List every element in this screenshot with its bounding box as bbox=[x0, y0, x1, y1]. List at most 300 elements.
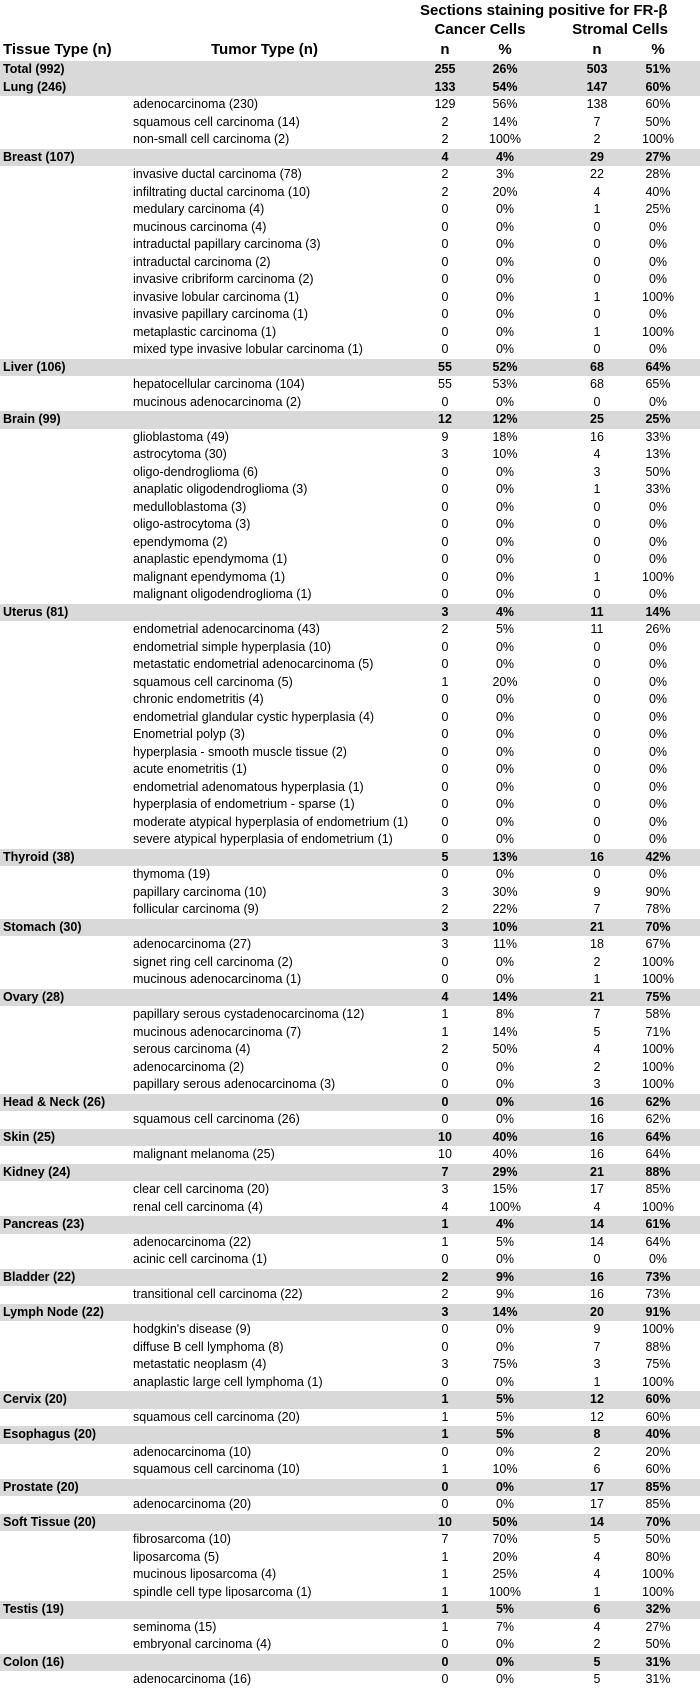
stromal-n-cell: 1 bbox=[593, 972, 601, 986]
tumor-type-cell: anaplatic oligodendroglioma (3) bbox=[133, 482, 308, 496]
cancer-n-cell: 0 bbox=[441, 1339, 449, 1354]
stromal-n-cell: 7 bbox=[593, 114, 601, 129]
tumor-row bbox=[0, 761, 700, 779]
tumor-type-cell: seminoma (15) bbox=[133, 1619, 217, 1634]
tumor-type-cell: embryonal carcinoma (4) bbox=[133, 1637, 272, 1651]
cancer-n-cell: 10 bbox=[438, 1129, 452, 1144]
tumor-row bbox=[0, 341, 700, 359]
stromal-n-cell: 21 bbox=[590, 1164, 604, 1179]
cancer-n-cell: 0 bbox=[441, 1077, 449, 1091]
tumor-type-cell: glioblastoma (49) bbox=[133, 429, 229, 444]
cancer-n-cell: 1 bbox=[441, 1007, 449, 1021]
stromal-n-header: n bbox=[592, 41, 602, 58]
cancer-pct-cell: 0% bbox=[495, 832, 515, 846]
cancer-pct-cell: 13% bbox=[492, 849, 518, 864]
stromal-n-cell: 147 bbox=[586, 79, 608, 94]
tumor-type-cell: papillary serous adenocarcinoma (3) bbox=[133, 1077, 336, 1091]
tumor-row bbox=[0, 1356, 700, 1374]
tumor-row bbox=[0, 1146, 700, 1164]
tissue-row bbox=[0, 1304, 700, 1322]
cancer-n-cell: 3 bbox=[441, 447, 449, 461]
tumor-row bbox=[0, 1076, 700, 1094]
stromal-pct-cell: 28% bbox=[645, 167, 671, 181]
stromal-pct-cell: 78% bbox=[645, 902, 671, 916]
cancer-n-cell: 55 bbox=[438, 359, 452, 374]
tumor-row bbox=[0, 971, 700, 989]
stromal-pct-cell: 85% bbox=[645, 1182, 671, 1196]
stromal-pct-cell: 100% bbox=[642, 132, 674, 146]
tumor-row bbox=[0, 324, 700, 342]
tumor-type-cell: adenocarcinoma (16) bbox=[133, 1672, 252, 1686]
stromal-pct-cell: 91% bbox=[645, 1304, 671, 1319]
tumor-row bbox=[0, 1024, 700, 1042]
stromal-pct-cell: 32% bbox=[645, 1602, 671, 1616]
cancer-n-cell: 0 bbox=[441, 779, 449, 794]
cancer-pct-cell: 0% bbox=[495, 709, 515, 724]
cancer-n-cell: 2 bbox=[441, 902, 449, 916]
tissue-type-cell: Bladder (22) bbox=[3, 1269, 76, 1284]
cancer-n-cell: 12 bbox=[438, 412, 452, 426]
cancer-n-cell: 0 bbox=[441, 1112, 449, 1126]
stromal-n-cell: 7 bbox=[593, 1339, 601, 1354]
cancer-pct-cell: 0% bbox=[495, 1444, 515, 1459]
cancer-n-cell: 3 bbox=[441, 1182, 449, 1196]
stromal-n-cell: 0 bbox=[593, 709, 601, 724]
stromal-n-cell: 16 bbox=[590, 1112, 604, 1126]
cancer-pct-cell: 5% bbox=[495, 1234, 515, 1249]
cancer-n-cell: 0 bbox=[441, 814, 449, 829]
stromal-n-cell: 3 bbox=[593, 1357, 601, 1371]
cancer-pct-cell: 4% bbox=[495, 604, 515, 619]
cancer-n-cell: 1 bbox=[441, 1392, 449, 1406]
cancer-pct-cell: 40% bbox=[492, 1129, 518, 1144]
stromal-pct-cell: 20% bbox=[645, 1444, 671, 1459]
tumor-type-cell: malignant oligodendroglioma (1) bbox=[133, 587, 312, 601]
stromal-pct-cell: 31% bbox=[645, 1654, 671, 1669]
tumor-type-cell: endometrial simple hyperplasia (10) bbox=[133, 639, 332, 654]
cancer-pct-cell: 0% bbox=[495, 517, 515, 531]
tumor-row bbox=[0, 1111, 700, 1129]
cancer-n-cell: 0 bbox=[441, 1374, 449, 1389]
tumor-type-cell: hyperplasia - smooth muscle tissue (2) bbox=[133, 744, 347, 759]
cancer-n-cell: 0 bbox=[441, 727, 449, 741]
cancer-n-cell: 2 bbox=[441, 1287, 449, 1301]
cancer-pct-cell: 0% bbox=[495, 1654, 515, 1669]
tumor-row bbox=[0, 901, 700, 919]
tissue-type-cell: Uterus (81) bbox=[3, 604, 69, 619]
cancer-pct-cell: 53% bbox=[492, 377, 518, 391]
stromal-n-cell: 20 bbox=[590, 1304, 604, 1319]
tissue-row bbox=[0, 1514, 700, 1532]
tumor-row bbox=[0, 1181, 700, 1199]
stromal-pct-cell: 0% bbox=[648, 394, 668, 409]
cancer-pct-cell: 70% bbox=[492, 1532, 518, 1546]
tumor-type-cell: mixed type invasive lobular carcinoma (1) bbox=[133, 342, 363, 356]
cancer-pct-cell: 0% bbox=[495, 1672, 515, 1686]
tissue-row bbox=[0, 1426, 700, 1444]
stromal-pct-cell: 100% bbox=[642, 1322, 674, 1336]
stromal-n-cell: 9 bbox=[593, 1322, 601, 1336]
cancer-n-cell: 0 bbox=[441, 272, 449, 286]
cancer-pct-cell: 0% bbox=[495, 1252, 515, 1266]
cancer-pct-cell: 0% bbox=[495, 307, 515, 321]
tumor-row bbox=[0, 1549, 700, 1567]
tumor-row bbox=[0, 184, 700, 202]
tumor-row bbox=[0, 1251, 700, 1269]
cancer-pct-cell: 0% bbox=[495, 482, 515, 496]
cancer-n-cell: 0 bbox=[441, 692, 449, 706]
cancer-n-cell: 2 bbox=[441, 622, 449, 636]
cancer-pct-cell: 0% bbox=[495, 499, 515, 514]
tumor-type-cell: malignant melanoma (25) bbox=[133, 1147, 275, 1161]
cancer-pct-cell: 100% bbox=[489, 1199, 521, 1214]
tumor-row bbox=[0, 814, 700, 832]
cancer-pct-cell: 40% bbox=[492, 1147, 518, 1161]
stromal-pct-cell: 60% bbox=[645, 97, 671, 111]
stromal-pct-cell: 40% bbox=[645, 184, 671, 199]
cancer-n-cell: 0 bbox=[441, 1479, 449, 1494]
stromal-n-cell: 0 bbox=[593, 219, 601, 234]
stromal-pct-cell: 42% bbox=[645, 849, 671, 864]
stromal-n-cell: 1 bbox=[593, 482, 601, 496]
cancer-pct-cell: 10% bbox=[492, 447, 518, 461]
tumor-row bbox=[0, 796, 700, 814]
tumor-type-cell: adenocarcinoma (10) bbox=[133, 1444, 252, 1459]
tumor-row bbox=[0, 254, 700, 272]
stromal-pct-cell: 0% bbox=[648, 307, 668, 321]
stromal-pct-cell: 0% bbox=[648, 674, 668, 689]
cancer-pct-cell: 0% bbox=[495, 814, 515, 829]
stromal-pct-cell: 50% bbox=[645, 114, 671, 129]
stromal-n-cell: 16 bbox=[590, 849, 604, 864]
cancer-pct-cell: 0% bbox=[495, 1077, 515, 1091]
stromal-n-cell: 16 bbox=[590, 1287, 604, 1301]
stromal-n-cell: 0 bbox=[593, 534, 601, 549]
stromal-n-cell: 4 bbox=[593, 1042, 601, 1056]
stromal-pct-cell: 0% bbox=[648, 639, 668, 654]
stromal-n-cell: 0 bbox=[593, 552, 601, 566]
stromal-pct-cell: 0% bbox=[648, 552, 668, 566]
cancer-pct-cell: 0% bbox=[495, 324, 515, 339]
tumor-type-cell: adenocarcinoma (20) bbox=[133, 1497, 252, 1511]
cancer-pct-cell: 10% bbox=[492, 919, 518, 934]
stromal-n-cell: 0 bbox=[593, 342, 601, 356]
stromal-n-cell: 16 bbox=[590, 1147, 604, 1161]
cancer-pct-cell: 100% bbox=[489, 132, 521, 146]
tumor-type-cell: anaplastic ependymoma (1) bbox=[133, 552, 288, 566]
cancer-pct-cell: 0% bbox=[495, 272, 515, 286]
stromal-n-cell: 1 bbox=[593, 289, 601, 304]
cancer-pct-cell: 0% bbox=[495, 972, 515, 986]
tumor-type-cell: severe atypical hyperplasia of endometrium (1) bbox=[133, 832, 393, 846]
stromal-n-cell: 17 bbox=[590, 1497, 604, 1511]
tumor-type-cell: mucinous liposarcoma (4) bbox=[133, 1567, 277, 1581]
stromal-n-cell: 4 bbox=[593, 1567, 601, 1581]
stromal-n-cell: 2 bbox=[593, 132, 601, 146]
stromal-n-cell: 5 bbox=[593, 1672, 601, 1686]
stromal-pct-cell: 14% bbox=[645, 604, 671, 619]
cancer-pct-cell: 0% bbox=[495, 552, 515, 566]
stromal-pct-cell: 85% bbox=[645, 1497, 671, 1511]
cancer-n-cell: 0 bbox=[441, 587, 449, 601]
cancer-pct-cell: 0% bbox=[495, 779, 515, 794]
tumor-row bbox=[0, 516, 700, 534]
cancer-n-cell: 0 bbox=[441, 464, 449, 479]
stromal-pct-cell: 27% bbox=[645, 1619, 671, 1634]
tissue-row bbox=[0, 604, 700, 622]
stromal-n-cell: 14 bbox=[590, 1217, 604, 1231]
cancer-pct-cell: 56% bbox=[492, 97, 518, 111]
stromal-n-cell: 9 bbox=[593, 884, 601, 899]
stromal-n-cell: 8 bbox=[593, 1427, 601, 1441]
cancer-pct-cell: 54% bbox=[492, 79, 518, 94]
cancer-pct-cell: 100% bbox=[489, 1584, 521, 1599]
stromal-pct-cell: 0% bbox=[648, 587, 668, 601]
tumor-row bbox=[0, 1234, 700, 1252]
cancer-n-cell: 0 bbox=[441, 954, 449, 969]
tissue-type-cell: Liver (106) bbox=[3, 359, 66, 374]
cancer-n-cell: 0 bbox=[441, 342, 449, 356]
cancer-n-cell: 0 bbox=[441, 744, 449, 759]
cancer-n-cell: 1 bbox=[441, 1427, 449, 1441]
tumor-type-cell: infiltrating ductal carcinoma (10) bbox=[133, 184, 311, 199]
stromal-pct-cell: 70% bbox=[645, 919, 671, 934]
cancer-n-header: n bbox=[440, 41, 450, 58]
stromal-n-cell: 16 bbox=[590, 429, 604, 444]
cancer-n-cell: 0 bbox=[441, 639, 449, 654]
stromal-n-cell: 68 bbox=[590, 359, 604, 374]
tumor-row bbox=[0, 1531, 700, 1549]
cancer-n-cell: 0 bbox=[441, 307, 449, 321]
tumor-row bbox=[0, 1496, 700, 1514]
tumor-type-cell: intraductal papillary carcinoma (3) bbox=[133, 237, 321, 251]
cancer-pct-cell: 50% bbox=[492, 1514, 518, 1529]
stromal-n-cell: 11 bbox=[590, 622, 604, 636]
stromal-pct-cell: 0% bbox=[648, 272, 668, 286]
tissue-type-cell: Prostate (20) bbox=[3, 1479, 79, 1494]
stromal-pct-cell: 85% bbox=[645, 1479, 671, 1494]
stromal-n-cell: 7 bbox=[593, 1007, 601, 1021]
tumor-type-cell: mucinous adenocarcinoma (1) bbox=[133, 972, 302, 986]
cancer-n-cell: 1 bbox=[441, 1462, 449, 1476]
tumor-row bbox=[0, 114, 700, 132]
cancer-n-cell: 0 bbox=[441, 657, 449, 671]
cancer-pct-cell: 14% bbox=[492, 1024, 518, 1039]
stromal-pct-cell: 50% bbox=[645, 1532, 671, 1546]
tissue-type-cell: Breast (107) bbox=[3, 149, 75, 164]
tumor-row bbox=[0, 884, 700, 902]
cancer-pct-cell: 0% bbox=[495, 219, 515, 234]
tumor-row bbox=[0, 429, 700, 447]
cancer-pct-cell: 0% bbox=[495, 639, 515, 654]
cancer-pct-cell: 0% bbox=[495, 1339, 515, 1354]
stromal-pct-cell: 0% bbox=[648, 727, 668, 741]
tumor-type-cell: medulary carcinoma (4) bbox=[133, 202, 265, 216]
cancer-pct-cell: 0% bbox=[495, 1637, 515, 1651]
stromal-n-cell: 17 bbox=[590, 1182, 604, 1196]
cancer-n-cell: 7 bbox=[441, 1532, 449, 1546]
stromal-n-cell: 0 bbox=[593, 692, 601, 706]
cancer-n-cell: 3 bbox=[441, 1357, 449, 1371]
stromal-n-cell: 2 bbox=[593, 1444, 601, 1459]
tumor-row bbox=[0, 744, 700, 762]
cancer-pct-cell: 0% bbox=[495, 464, 515, 479]
tumor-type-cell: follicular carcinoma (9) bbox=[133, 902, 259, 916]
cancer-pct-cell: 0% bbox=[495, 202, 515, 216]
stromal-n-cell: 12 bbox=[590, 1392, 604, 1406]
tissue-type-cell: Kidney (24) bbox=[3, 1164, 71, 1179]
tumor-type-cell: thymoma (19) bbox=[133, 867, 211, 881]
cancer-pct-cell: 0% bbox=[495, 1374, 515, 1389]
tumor-type-cell: squamous cell carcinoma (5) bbox=[133, 674, 293, 689]
stromal-n-cell: 25 bbox=[590, 412, 604, 426]
tissue-row bbox=[0, 1391, 700, 1409]
cancer-pct-cell: 0% bbox=[495, 727, 515, 741]
cancer-pct-cell: 0% bbox=[495, 289, 515, 304]
stromal-cells-header: Stromal Cells bbox=[572, 21, 668, 38]
tumor-type-cell: transitional cell carcinoma (22) bbox=[133, 1287, 303, 1301]
cancer-pct-cell: 4% bbox=[495, 1217, 515, 1231]
cancer-n-cell: 0 bbox=[441, 1322, 449, 1336]
stromal-n-cell: 0 bbox=[593, 762, 601, 776]
stromal-n-cell: 22 bbox=[590, 167, 604, 181]
tumor-row bbox=[0, 656, 700, 674]
stromal-pct-cell: 64% bbox=[645, 1129, 671, 1144]
cancer-pct-cell: 0% bbox=[495, 534, 515, 549]
tumor-type-cell: intraductal carcinoma (2) bbox=[133, 254, 271, 269]
tumor-row bbox=[0, 499, 700, 517]
cancer-pct-cell: 0% bbox=[495, 254, 515, 269]
stromal-n-cell: 17 bbox=[590, 1479, 604, 1494]
stromal-n-cell: 0 bbox=[593, 867, 601, 881]
tumor-type-cell: fibrosarcoma (10) bbox=[133, 1532, 231, 1546]
stromal-n-cell: 14 bbox=[590, 1514, 604, 1529]
stromal-n-cell: 0 bbox=[593, 587, 601, 601]
stromal-pct-cell: 90% bbox=[645, 884, 671, 899]
cancer-pct-cell: 0% bbox=[495, 1059, 515, 1074]
cancer-pct-cell: 0% bbox=[495, 657, 515, 671]
cancer-n-cell: 4 bbox=[441, 1199, 449, 1214]
tissue-row bbox=[0, 1601, 700, 1619]
cancer-n-cell: 1 bbox=[441, 1217, 449, 1231]
tumor-row bbox=[0, 1584, 700, 1602]
cancer-pct-cell: 0% bbox=[495, 394, 515, 409]
stromal-n-cell: 5 bbox=[593, 1532, 601, 1546]
tumor-row bbox=[0, 131, 700, 149]
stromal-n-cell: 0 bbox=[593, 272, 601, 286]
tumor-row bbox=[0, 219, 700, 237]
tissue-type-cell: Testis (19) bbox=[3, 1602, 64, 1616]
tumor-row bbox=[0, 1374, 700, 1392]
stromal-pct-cell: 73% bbox=[645, 1269, 671, 1284]
stromal-pct-cell: 0% bbox=[648, 237, 668, 251]
tumor-type-cell: adenocarcinoma (230) bbox=[133, 97, 259, 111]
cancer-n-cell: 0 bbox=[441, 1672, 449, 1686]
stromal-pct-cell: 75% bbox=[645, 1357, 671, 1371]
cancer-n-cell: 1 bbox=[441, 1024, 449, 1039]
tumor-type-cell: adenocarcinoma (22) bbox=[133, 1234, 252, 1249]
tumor-row bbox=[0, 691, 700, 709]
tissue-row bbox=[0, 149, 700, 167]
stromal-pct-cell: 71% bbox=[645, 1024, 671, 1039]
stromal-n-cell: 0 bbox=[593, 394, 601, 409]
tumor-row bbox=[0, 639, 700, 657]
stromal-n-cell: 68 bbox=[590, 377, 604, 391]
tumor-type-cell: hodgkin's disease (9) bbox=[133, 1322, 251, 1336]
tissue-row bbox=[0, 1129, 700, 1147]
cancer-pct-cell: 0% bbox=[495, 1322, 515, 1336]
cancer-pct-cell: 14% bbox=[492, 989, 518, 1004]
cancer-pct-cell: 25% bbox=[492, 1567, 518, 1581]
tissue-type-cell: Stomach (30) bbox=[3, 919, 82, 934]
stromal-n-cell: 5 bbox=[593, 1654, 601, 1669]
stromal-n-cell: 6 bbox=[593, 1462, 601, 1476]
cancer-n-cell: 2 bbox=[441, 132, 449, 146]
cancer-n-cell: 1 bbox=[441, 1584, 449, 1599]
stromal-n-cell: 2 bbox=[593, 1059, 601, 1074]
stromal-pct-cell: 0% bbox=[648, 657, 668, 671]
cancer-n-cell: 0 bbox=[441, 499, 449, 514]
cancer-pct-cell: 0% bbox=[495, 692, 515, 706]
stromal-n-cell: 4 bbox=[593, 1199, 601, 1214]
tumor-row bbox=[0, 481, 700, 499]
tissue-row bbox=[0, 359, 700, 377]
cancer-n-cell: 0 bbox=[441, 762, 449, 776]
cancer-pct-cell: 5% bbox=[495, 1602, 515, 1616]
cancer-pct-cell: 20% bbox=[492, 184, 518, 199]
tumor-type-cell: squamous cell carcinoma (26) bbox=[133, 1112, 300, 1126]
tumor-type-cell: acute enometritis (1) bbox=[133, 762, 247, 776]
tumor-type-cell: mucinous adenocarcinoma (2) bbox=[133, 394, 302, 409]
stromal-pct-cell: 60% bbox=[645, 1462, 671, 1476]
cancer-n-cell: 3 bbox=[441, 1304, 449, 1319]
tumor-row bbox=[0, 166, 700, 184]
cancer-n-cell: 3 bbox=[441, 884, 449, 899]
cancer-n-cell: 2 bbox=[441, 1269, 449, 1284]
stromal-n-cell: 0 bbox=[593, 657, 601, 671]
stromal-pct-cell: 0% bbox=[648, 709, 668, 724]
stromal-n-cell: 11 bbox=[590, 604, 604, 619]
cancer-pct-cell: 11% bbox=[492, 937, 518, 951]
stromal-pct-cell: 60% bbox=[645, 1392, 671, 1406]
tumor-type-cell: squamous cell carcinoma (14) bbox=[133, 114, 300, 129]
tumor-row bbox=[0, 1671, 700, 1689]
cancer-pct-cell: 15% bbox=[492, 1182, 518, 1196]
tissue-row bbox=[0, 1164, 700, 1182]
tumor-type-cell: chronic endometritis (4) bbox=[133, 692, 264, 706]
tissue-type-cell: Total (992) bbox=[3, 62, 65, 76]
tumor-type-cell: renal cell carcinoma (4) bbox=[133, 1199, 263, 1214]
cancer-pct-cell: 26% bbox=[492, 62, 518, 76]
cancer-pct-cell: 5% bbox=[495, 1427, 515, 1441]
cancer-n-cell: 2 bbox=[441, 1042, 449, 1056]
cancer-pct-cell: 0% bbox=[495, 797, 515, 811]
stromal-pct-cell: 33% bbox=[645, 429, 671, 444]
stromal-pct-cell: 100% bbox=[642, 1042, 674, 1056]
stromal-pct-cell: 61% bbox=[645, 1217, 671, 1231]
stromal-n-cell: 4 bbox=[593, 1549, 601, 1564]
tissue-type-cell: Soft Tissue (20) bbox=[3, 1514, 96, 1529]
cancer-pct-cell: 0% bbox=[495, 587, 515, 601]
tumor-type-cell: invasive lobular carcinoma (1) bbox=[133, 289, 300, 304]
cancer-n-cell: 0 bbox=[441, 219, 449, 234]
cancer-pct-cell: 5% bbox=[495, 1409, 515, 1424]
cancer-pct-cell: 50% bbox=[492, 1042, 518, 1056]
tumor-row bbox=[0, 1339, 700, 1357]
cancer-n-cell: 0 bbox=[441, 709, 449, 724]
tumor-type-cell: metaplastic carcinoma (1) bbox=[133, 324, 277, 339]
stromal-n-cell: 16 bbox=[590, 1269, 604, 1284]
